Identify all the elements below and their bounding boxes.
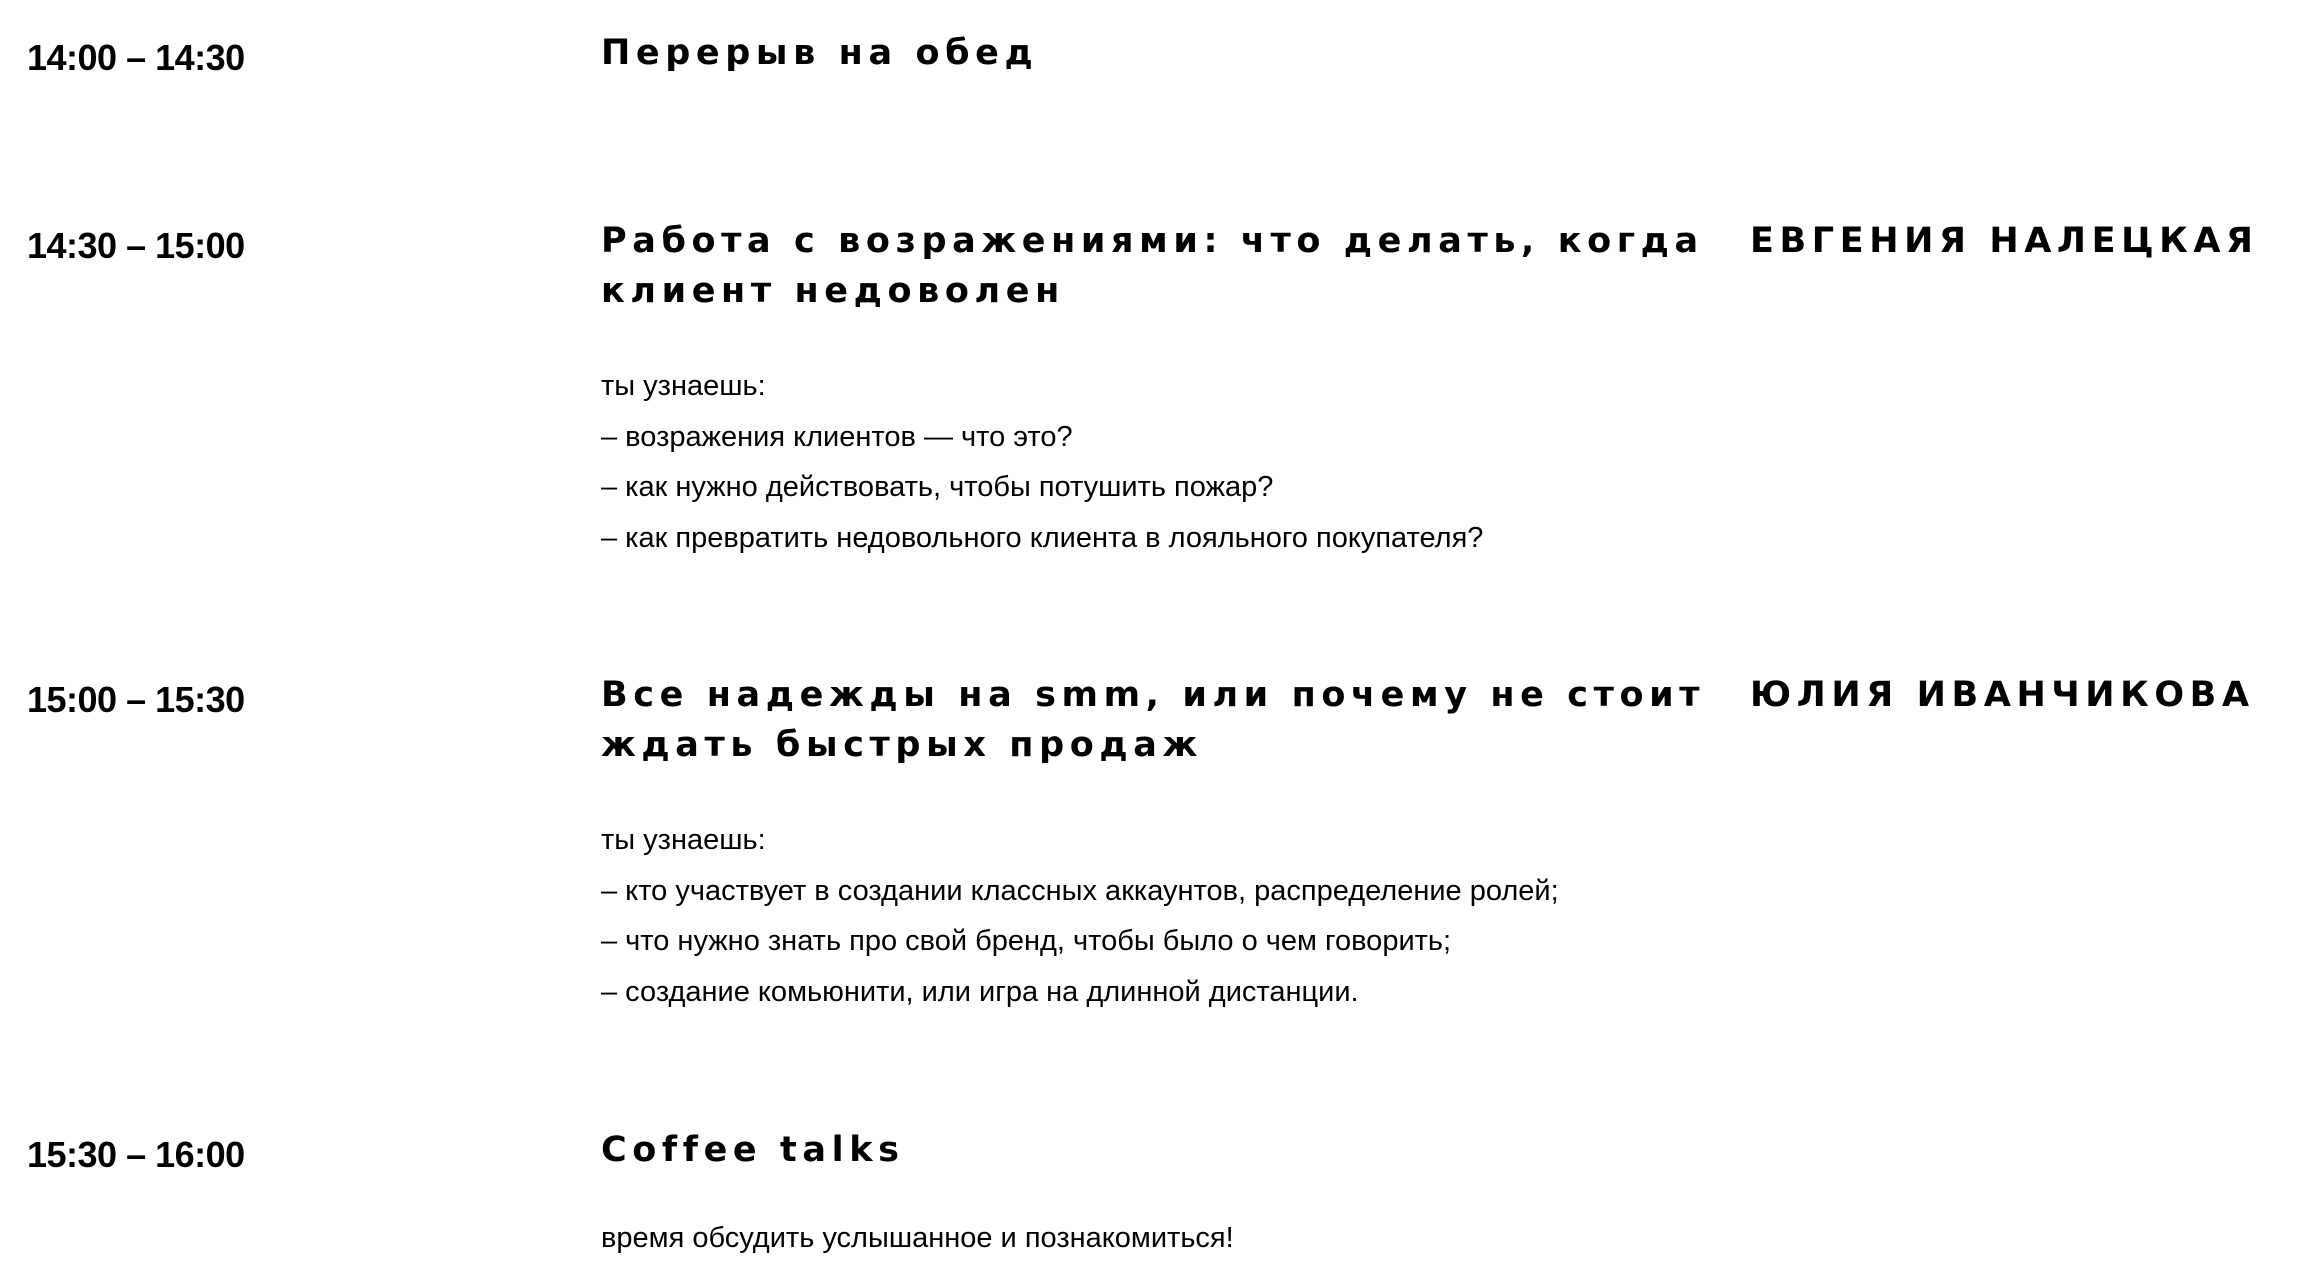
slot-time: 14:00 – 14:30 (27, 37, 245, 78)
description-line: – возражения клиентов — что это? (601, 420, 1073, 453)
speaker-name: ЮЛИЯ ИВАНЧИКОВА (1750, 675, 2255, 715)
session-description (601, 815, 1711, 1017)
description-line: ты узнаешь: (601, 824, 766, 856)
description-line: – создание комьюнити, или игра на длинной дистанции. (601, 975, 1359, 1008)
slot-time: 14:30 – 15:00 (27, 225, 245, 266)
session-title (601, 670, 1711, 770)
description-line: – что нужно знать про свой бренд, чтобы было о чем говорить; (601, 925, 1452, 957)
description-line: – как нужно действовать, чтобы потушить пожар? (601, 471, 1274, 503)
slot-time: 15:30 – 16:00 (27, 1134, 245, 1175)
description-line: – как превратить недовольного клиента в лояльного покупателя? (601, 521, 1484, 554)
session-title-line: Coffee talks (601, 1130, 905, 1170)
description-line: время обсудить услышанное и познакомиться! (601, 1222, 1234, 1254)
session-title-line: клиент недоволен (601, 271, 1065, 311)
session-title (601, 216, 1711, 316)
description-line: – кто участвует в создании классных аккаунтов, распределение ролей; (601, 874, 1559, 907)
session-title (601, 28, 1711, 78)
slot-time: 15:00 – 15:30 (27, 679, 245, 720)
session-description (601, 1213, 1711, 1264)
speaker-name: ЕВГЕНИЯ НАЛЕЦКАЯ (1750, 221, 2259, 261)
session-title-line: Все надежды на smm, или почему не стоит (601, 675, 1706, 715)
description-line: ты узнаешь: (601, 370, 766, 402)
session-title-line: Перерыв на обед (601, 33, 1039, 73)
session-description (601, 361, 1711, 563)
session-title-line: ждать быстрых продаж (601, 725, 1203, 765)
session-title (601, 1125, 1711, 1175)
session-title-line: Работа с возражениями: что делать, когда (601, 221, 1704, 261)
